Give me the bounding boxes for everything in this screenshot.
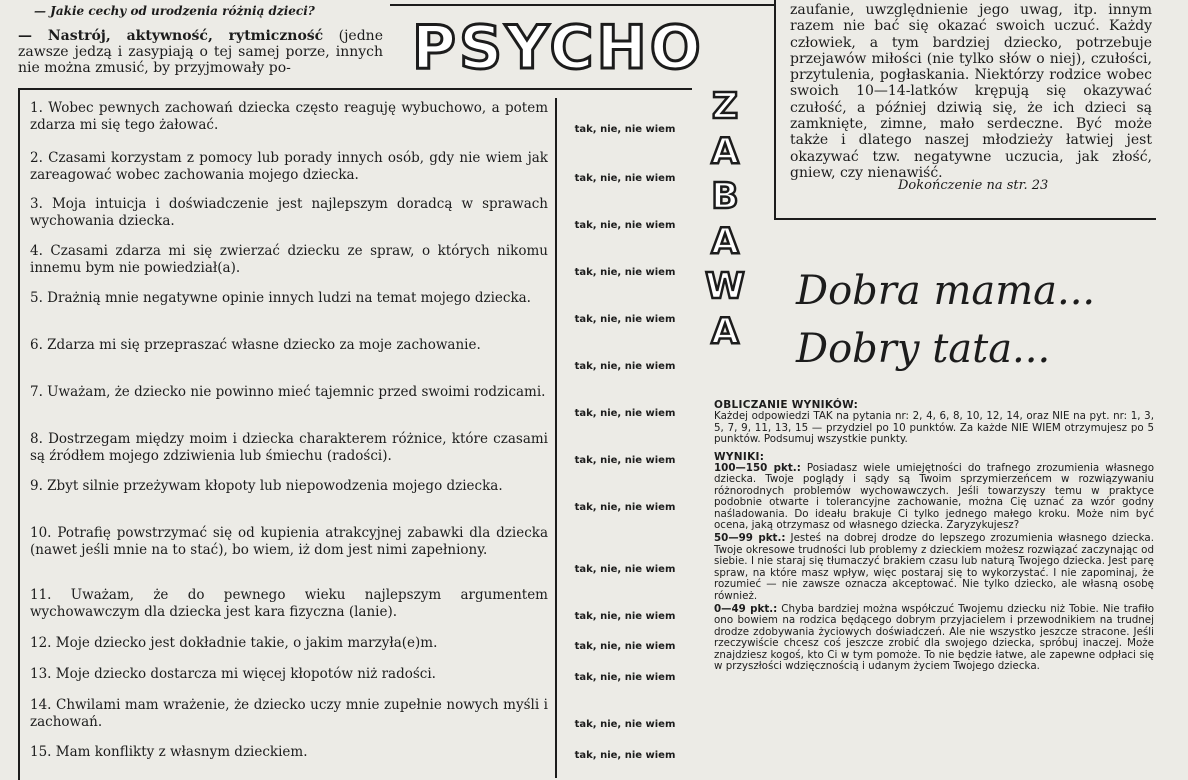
result-low-range: 0—49 pkt.: — [714, 602, 778, 615]
question-item: 11. Uważam, że do pewnego wieku najlepszym argumentem wychowawczym dla dziecka jest kara fizyczna (lanie). — [30, 587, 548, 620]
title-rule — [390, 4, 774, 6]
question-item: 14. Chwilami mam wrażenie, że dziecko uczy mnie zupełnie nowych myśli i zachowań. — [30, 697, 548, 730]
question-item: 8. Dostrzegam między moim i dziecka charakterem różnice, które czasami są źródłem mojego zdziwienia lub śmiechu (radości). — [30, 431, 548, 464]
answer-options: tak, nie, nie wiem — [574, 220, 676, 231]
quiz-headline — [796, 262, 1095, 378]
zabawa-letter: A — [711, 131, 739, 172]
article-text: zaufanie, uwzględnienie jego uwag, itp. innym razem nie bać się okazać swoich uczuć. Każdy człowiek, a tym bardziej dziecko, potrzebuje przejawów miłości (nie tylko słów o niej), czułości, przytulenia, pogłaskania. Niektórzy rodzice wobec swoich 10—14-latków krępują się okazywać czułość, a później dziwią się, że ich dzieci są zamknięte, zimne, mało serdeczne. Być może także i dlatego naszej młodzieży łatwiej jest okazywać tzw. negatywne uczucia, jak złość, gniew, czy nienawiść. — [790, 2, 1152, 181]
result-low-text: Chyba bardziej można współczuć Twojemu dziecku niż Tobie. Nie trafiło ono bowiem na rodzica będącego dobrym przyjacielem i przewodnikiem na trudnej drodze zdobywania życiowych doświadczeń. Ale nie wszystko jeszcze stracone. Jeśli rzeczywiście chcesz coś jeszcze zrobić dla swojego dziecka, spróbuj inaczej. Może znajdziesz kogoś, kto Ci w tym pomoże. To nie będzie łatwe, ale zapewne odpłaci się w przyszłości wdzięcznością i udanym życiem Twojego dziecka. — [714, 602, 1155, 672]
result-mid — [714, 533, 1154, 601]
zabawa-letter: Z — [711, 86, 739, 127]
answer-options: tak, nie, nie wiem — [574, 408, 676, 419]
interview-answer — [18, 28, 383, 76]
question-item: 2. Czasami korzystam z pomocy lub porady innych osób, gdy nie wiem jak zareagować wobec zachowania mojego dziecka. — [30, 150, 548, 183]
zabawa-letter: A — [711, 221, 739, 262]
result-low — [714, 604, 1154, 672]
answer-options: tak, nie, nie wiem — [574, 124, 676, 135]
answer-options: tak, nie, nie wiem — [574, 719, 676, 730]
result-mid-range: 50—99 pkt.: — [714, 532, 786, 545]
question-item: 15. Mam konflikty z własnym dzieckiem. — [30, 744, 308, 760]
question-item: 12. Moje dziecko jest dokładnie takie, o jakim marzyła(e)m. — [30, 635, 438, 651]
answer-options: tak, nie, nie wiem — [574, 611, 676, 622]
result-mid-text: Jesteś na dobrej drodze do lepszego zrozumienia własnego dziecka. Twoje okresowe trudności lub problemy z dzieckiem możesz rozwiązać zaczynając od siebie. I nie staraj się tłumaczyć brakiem czasu lub naturą Twojego dziecka. Jest parę spraw, na które masz wpływ, więc postaraj się to wykorzystać. I nie zapominaj, że rozumieć — nie zawsze oznacza akceptować. Nie tylko dziecko, ale własną osobę również. — [714, 532, 1154, 602]
results-section — [714, 400, 1154, 674]
answer-options: tak, nie, nie wiem — [574, 361, 676, 372]
results-title: WYNIKI: — [714, 450, 765, 463]
answer-options: tak, nie, nie wiem — [574, 173, 676, 184]
headline-line2: Dobry tata... — [796, 326, 1051, 372]
question-item: 6. Zdarza mi się przepraszać własne dziecko za moje zachowanie. — [30, 337, 481, 353]
question-item: 1. Wobec pewnych zachowań dziecka często reaguję wybuchowo, a potem zdarza mi się tego żałować. — [30, 100, 548, 133]
result-high-range: 100—150 pkt.: — [714, 462, 801, 475]
zabawa-letter: B — [711, 176, 739, 217]
result-high — [714, 463, 1154, 531]
headline-line1: Dobra mama... — [796, 268, 1096, 314]
answer-options: tak, nie, nie wiem — [574, 641, 676, 652]
continued-note: Dokończenie na str. 23 — [898, 178, 1049, 193]
question-item: 5. Drażnią mnie negatywne opinie innych ludzi na temat mojego dziecka. — [30, 290, 531, 306]
answer-options: tak, nie, nie wiem — [574, 750, 676, 761]
question-item: 10. Potrafię powstrzymać się od kupienia atrakcyjnej zabawki dla dziecka (nawet jeśli mnie na to stać), bo wiem, iż dom jest nimi zapełniony. — [30, 525, 548, 558]
question-item: 4. Czasami zdarza mi się zwierzać dziecku ze spraw, o których nikomu innemu bym nie powiedział(a). — [30, 243, 548, 276]
answer-text: (jedne zawsze jedzą i zasypiają o tej samej porze, innych nie można zmusić, by przyjmowały po- — [18, 28, 383, 76]
answer-options: tak, nie, nie wiem — [574, 314, 676, 325]
question-item: 3. Moja intuicja i doświadczenie jest najlepszym doradcą w sprawach wychowania dziecka. — [30, 196, 548, 229]
answer-column-divider — [555, 98, 557, 778]
psycho-title: PSYCHO — [412, 13, 704, 83]
answer-options: tak, nie, nie wiem — [574, 672, 676, 683]
scoring-title: OBLICZANIE WYNIKÓW: — [714, 399, 859, 411]
zabawa-vertical-title — [700, 84, 750, 354]
zabawa-letter: W — [705, 266, 745, 307]
result-high-text: Posiadasz wiele umiejętności do trafnego zrozumienia własnego dziecka. Twoje poglądy i sądy są Twoim sprzymierzeńcem w rozwiązywaniu różnorodnych problemów wychowawczych. Jeśli towarzyszy temu w praktyce podobnie otwarte i tolerancyjne zachowanie, można Cię uznać za wzór godny naśladowania. Do ideału brakuje Ci tylko jednego małego kroku. Może nim być ocena, jaką otrzymasz od własnego dziecka. Zaryzykujesz? — [714, 462, 1154, 532]
answer-options: tak, nie, nie wiem — [574, 267, 676, 278]
question-item: 7. Uważam, że dziecko nie powinno mieć tajemnic przed swoimi rodzicami. — [30, 384, 546, 400]
answer-options: tak, nie, nie wiem — [574, 564, 676, 575]
interview-question: — Jakie cechy od urodzenia różnią dzieci? — [34, 4, 315, 18]
answer-options: tak, nie, nie wiem — [574, 455, 676, 466]
answer-bold-lead: — Nastrój, aktywność, rytmiczność — [18, 28, 324, 44]
zabawa-letter: A — [711, 311, 739, 352]
scoring-text: Każdej odpowiedzi TAK na pytania nr: 2, 4, 6, 8, 10, 12, 14, oraz NIE na pyt. nr: 1, 3, 5, 7, 9, 11, 13, 15 — przydziel po 10 punktów. Za każde NIE WIEM otrzymujesz po 5 punktów. Podsumuj wszystkie punkty. — [714, 410, 1154, 446]
answer-options: tak, nie, nie wiem — [574, 502, 676, 513]
question-item: 9. Zbyt silnie przeżywam kłopoty lub niepowodzenia mojego dziecka. — [30, 478, 503, 494]
question-item: 13. Moje dziecko dostarcza mi więcej kłopotów niż radości. — [30, 666, 436, 682]
